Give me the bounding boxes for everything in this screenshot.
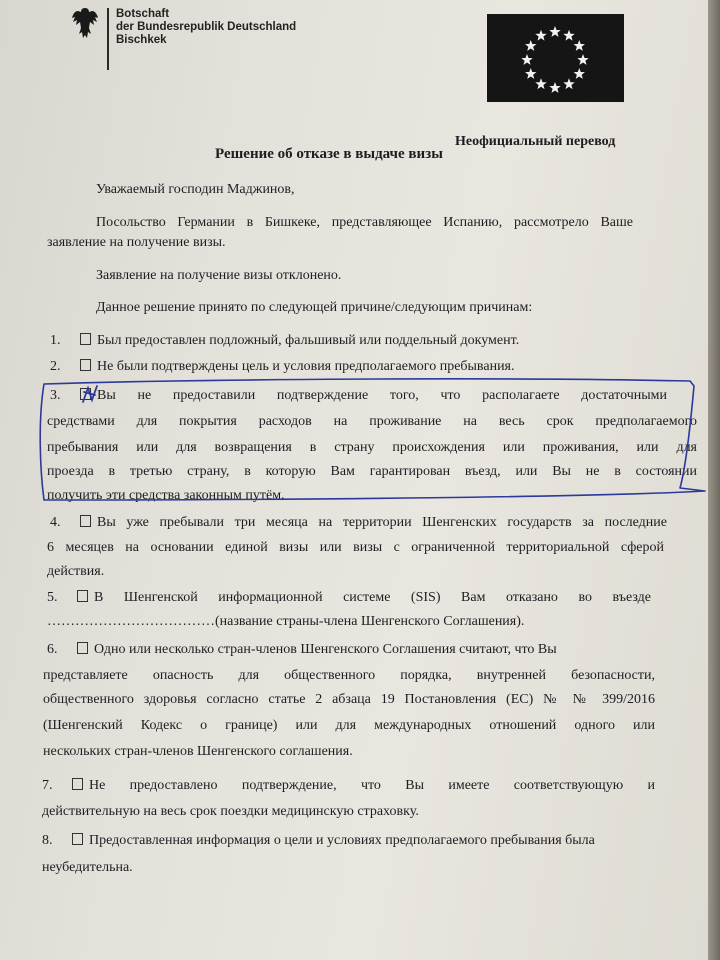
reason-text: ………………………………(название страны-члена Шенгенского Соглашения). [47,614,525,629]
reason-checkbox[interactable] [77,590,88,602]
flag-star-icon [525,68,536,79]
unofficial-translation-label: Неофициальный перевод [455,134,616,149]
flag-star-icon [525,40,536,51]
reason-number: 6. [47,642,58,657]
flag-star-icon [535,30,546,41]
reason-item [50,354,515,380]
flag-star-icon [574,68,585,79]
reason-text: проезда в третью страну, в которую Вам гарантирован въезд, или Вы не в состоянии [47,464,697,479]
reason-item [47,585,651,611]
flag-star-icon [521,54,532,65]
reason-text: В Шенгенской информационной системе (SIS) Вам отказано во въезде [94,590,651,605]
reason-number: 4. [50,515,61,530]
reason-checkbox[interactable] [77,642,88,654]
reason-text: неубедительна. [42,860,133,875]
sender-line: Bischkek [116,34,167,46]
flag-star-icon [549,82,560,93]
flag-star-icon [563,78,574,89]
flag-star-icon [563,30,574,41]
background-surface [708,0,720,960]
intro-line: заявление на получение визы. [47,235,226,250]
reason-number: 2. [50,359,61,374]
federal-eagle-icon [70,6,100,40]
embassy-letterhead [116,8,296,47]
reason-checkbox[interactable] [80,359,91,371]
reasons-intro: Данное решение принято по следующей причине/следующим причинам: [96,300,533,315]
reason-text: Одно или несколько стран-членов Шенгенского Соглашения считают, что Вы [94,642,557,657]
reason-number: 7. [42,778,53,793]
reason-text: пребывания или для возвращения в страну происхождения или проживания, или для [47,440,697,455]
flag-star-icon [577,54,588,65]
eu-flag-icon [487,14,624,102]
reason-text: средствами для покрытия расходов на проживание на весь срок предполагаемого [47,414,697,429]
reason-item [42,773,655,799]
reason-text: Вы уже пребывали три месяца на территории Шенгенских государств за последние [97,515,667,530]
reason-text: Не были подтверждены цель и условия предполагаемого пребывания. [97,359,515,374]
reason-text: нескольких стран-членов Шенгенского соглашения. [43,744,353,759]
reason-item [47,637,557,663]
intro-line: Посольство Германии в Бишкеке, представляющее Испанию, рассмотрело Ваше [96,215,633,230]
reason-checkbox[interactable] [72,778,83,790]
reason-checkbox[interactable] [80,515,91,527]
rejection-statement: Заявление на получение визы отклонено. [96,268,342,283]
reason-item [50,328,519,354]
reason-text: (Шенгенский Кодекс о границе) или для международных отношений одного или [43,718,655,733]
reason-text: Предоставленная информация о цели и условиях предполагаемого пребывания была [89,833,595,848]
reason-text: Не предоставлено подтверждение, что Вы имеете соответствующую и [89,778,655,793]
letterhead-divider [107,8,109,70]
reason-number: 1. [50,333,61,348]
reason-checkbox[interactable] [72,833,83,845]
sender-line: der Bundesrepublik Deutschland [116,21,297,33]
reason-number: 3. [50,388,61,403]
flag-star-icon [574,40,585,51]
reason-text: действительную на весь срок поездки медицинскую страховку. [42,804,419,819]
reason-number: 8. [42,833,53,848]
reason-number: 5. [47,590,58,605]
reason-text: Вы не предоставили подтверждение того, что располагаете достаточными [97,388,667,403]
reason-checkbox[interactable] [80,333,91,345]
reason-text: Был предоставлен подложный, фальшивый или поддельный документ. [97,333,520,348]
reason-text: действия. [47,564,105,579]
reason-text: представляете опасность для общественного порядка, внутренней безопасности, [43,668,655,683]
reason-text: 6 месяцев на основании единой визы или визы с ограниченной территориальной сферой [47,540,664,555]
flag-star-icon [549,26,560,37]
reason-item [42,828,595,854]
reason-item-selected [50,383,667,409]
reason-text: общественного здоровья согласно статье 2 абзаца 19 Постановления (ЕС) № № 399/2016 [43,692,655,707]
sender-line: Botschaft [116,8,170,20]
reason-checkbox-checked[interactable] [80,388,91,400]
flag-star-icon [535,78,546,89]
reason-text: получить эти средства законным путём. [47,488,285,503]
greeting: Уважаемый господин Маджинов, [96,182,295,197]
document-title: Решение об отказе в выдаче визы [215,146,443,162]
reason-item [50,510,667,536]
